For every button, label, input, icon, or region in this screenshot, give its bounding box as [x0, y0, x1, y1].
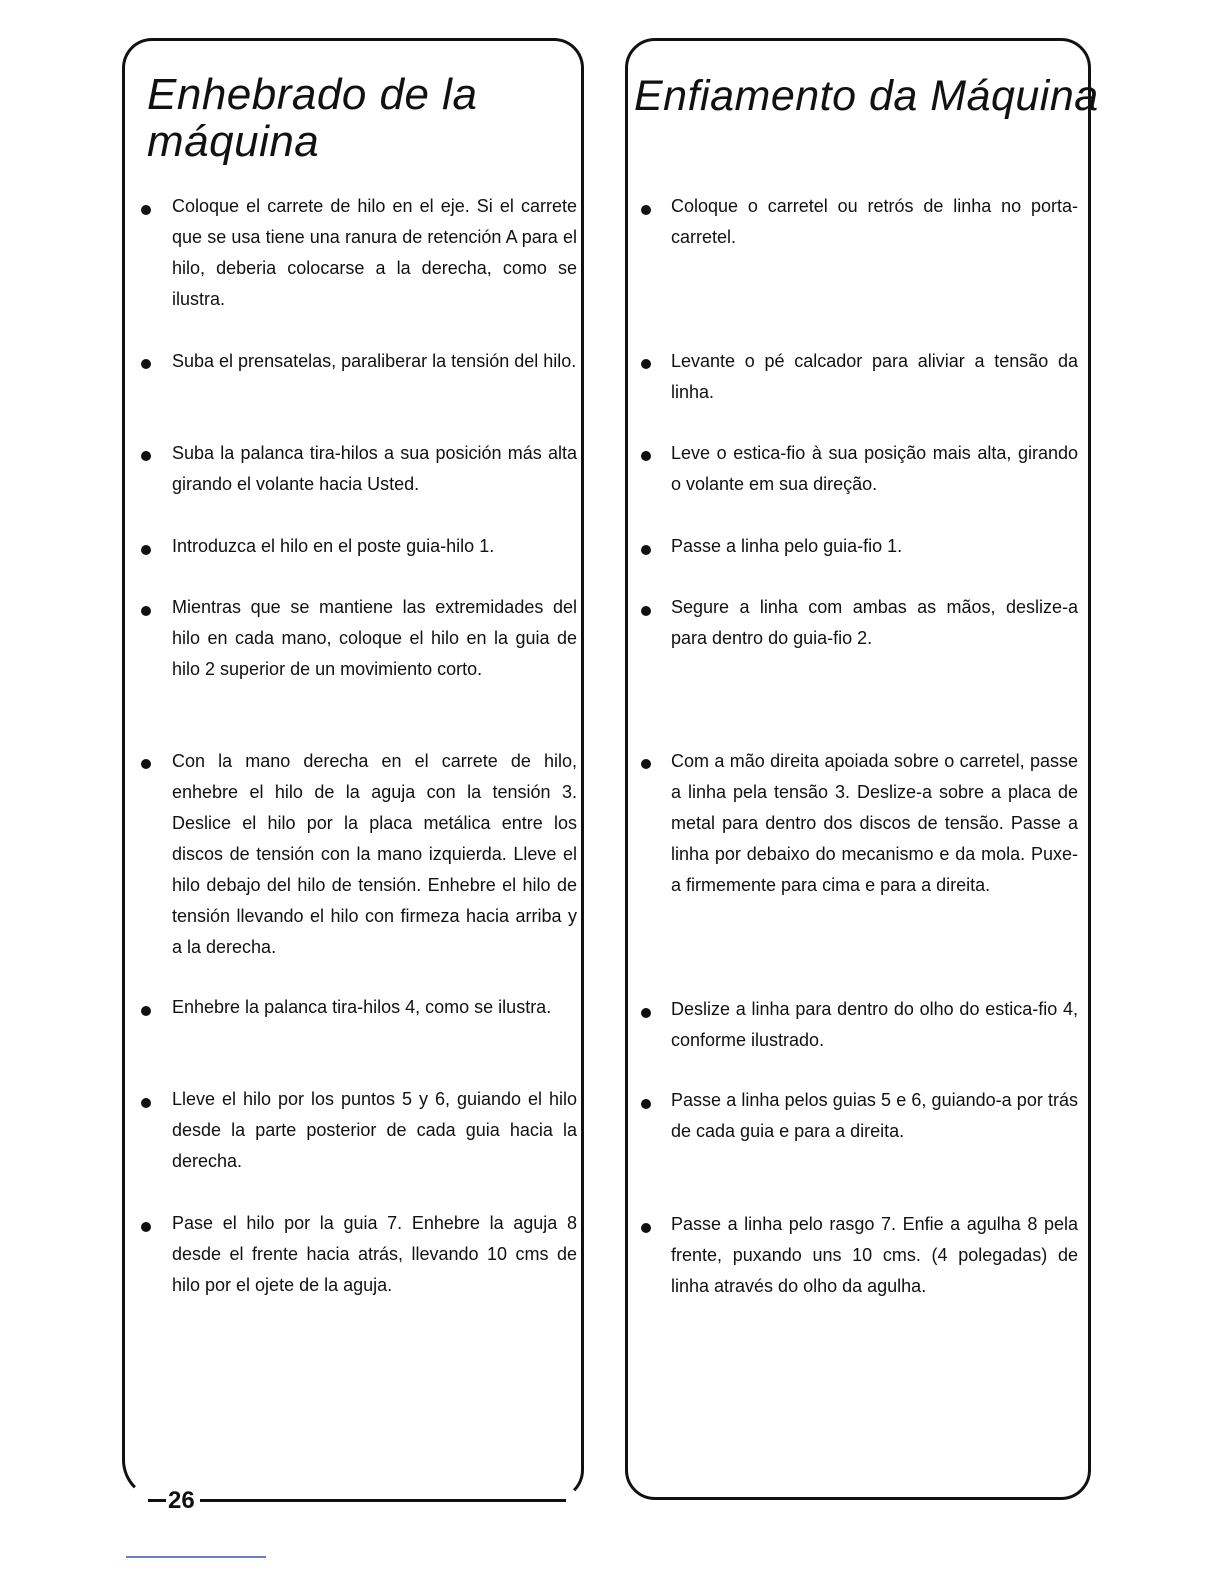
bullet-icon — [141, 606, 151, 616]
spanish-step-6: Con la mano derecha en el carrete de hilo, enhebre el hilo de la aguja con la tensión 3. Deslice el hilo por la placa metálica entre los discos de tensión con la mano izquierda. Lleve el hilo debajo del hilo de tensión. Enhebre el hilo de tensión llevando el hilo con firmeza hacia arriba y a la derecha. — [172, 751, 577, 957]
bullet-icon — [141, 205, 151, 215]
portuguese-step-9: Passe a linha pelo rasgo 7. Enfie a agulha 8 pela frente, puxando uns 10 cms. (4 polegadas) de linha através do olho da agulha. — [671, 1214, 1078, 1296]
bullet-icon — [641, 1223, 651, 1233]
page-number: 26 — [168, 1487, 195, 1514]
spanish-step-5: Mientras que se mantiene las extremidades del hilo en cada mano, coloque el hilo en la guia de hilo 2 superior de un movimiento corto. — [172, 597, 577, 679]
bullet-icon — [641, 545, 651, 555]
bullet-icon — [641, 451, 651, 461]
spanish-step-1: Coloque el carrete de hilo en el eje. Si el carrete que se usa tiene una ranura de retención A para el hilo, deberia colocarse a la derecha, como se ilustra. — [172, 196, 577, 309]
portuguese-panel — [625, 38, 1099, 1500]
spanish-step-3: Suba la palanca tira-hilos a sua posición más alta girando el volante hacia Usted. — [172, 443, 577, 494]
bullet-icon — [641, 759, 651, 769]
bullet-icon — [641, 1099, 651, 1109]
spanish-step-7: Enhebre la palanca tira-hilos 4, como se ilustra. — [172, 997, 552, 1017]
footnote-rule — [126, 1556, 266, 1558]
portuguese-title: Enfiamento da Máquina — [634, 72, 1099, 120]
portuguese-step-3: Leve o estica-fio à sua posição mais alta, girando o volante em sua direção. — [671, 443, 1078, 494]
bullet-icon — [141, 359, 151, 369]
bullet-icon — [141, 759, 151, 769]
bullet-icon — [641, 1008, 651, 1018]
spanish-title: Enhebrado de la máquina — [147, 70, 478, 166]
bullet-icon — [141, 1006, 151, 1016]
bullet-icon — [141, 1098, 151, 1108]
portuguese-step-8: Passe a linha pelos guias 5 e 6, guiando-a por trás de cada guia e para a direita. — [671, 1090, 1078, 1141]
bullet-icon — [141, 1222, 151, 1232]
bullet-icon — [641, 359, 651, 369]
portuguese-step-1: Coloque o carretel ou retrós de linha no porta-carretel. — [671, 196, 1078, 247]
bullet-icon — [141, 545, 151, 555]
portuguese-step-7: Deslize a linha para dentro do olho do estica-fio 4, conforme ilustrado. — [671, 999, 1078, 1050]
portuguese-step-6: Com a mão direita apoiada sobre o carretel, passe a linha pela tensão 3. Deslize-a sobre a placa de metal para dentro dos discos de tensão. Passe a linha por debaixo do mecanismo e da mola. Puxe-a firmemente para cima e para a direita. — [671, 751, 1078, 895]
spanish-step-4: Introduzca el hilo en el poste guia-hilo 1. — [172, 536, 495, 556]
spanish-step-9: Pase el hilo por la guia 7. Enhebre la aguja 8 desde el frente hacia atrás, llevando 10 cms de hilo por el ojete de la aguja. — [172, 1213, 577, 1295]
portuguese-step-2: Levante o pé calcador para aliviar a tensão da linha. — [671, 351, 1078, 402]
spanish-step-8: Lleve el hilo por los puntos 5 y 6, guiando el hilo desde la parte posterior de cada guia hacia la derecha. — [172, 1089, 577, 1171]
bullet-icon — [641, 606, 651, 616]
spanish-panel — [122, 38, 584, 1500]
bullet-icon — [641, 205, 651, 215]
bullet-icon — [141, 451, 151, 461]
footer-rule-right — [200, 1499, 566, 1502]
spanish-step-2: Suba el prensatelas, paraliberar la tensión del hilo. — [172, 351, 577, 371]
portuguese-step-4: Passe a linha pelo guia-fio 1. — [671, 536, 903, 556]
portuguese-step-5: Segure a linha com ambas as mãos, deslize-a para dentro do guia-fio 2. — [671, 597, 1078, 648]
